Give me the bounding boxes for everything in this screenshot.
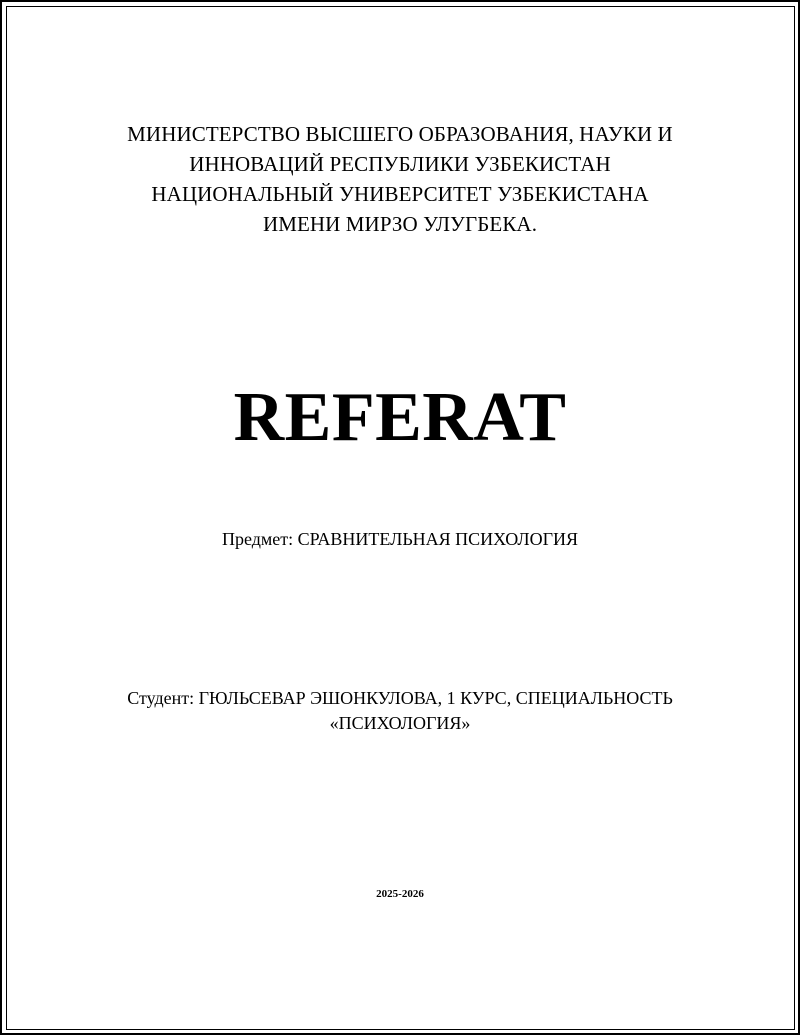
institution-header	[0, 119, 800, 239]
institution-line-3: НАЦИОНАЛЬНЫЙ УНИВЕРСИТЕТ УЗБЕКИСТАНА	[151, 182, 649, 206]
institution-line-1: МИНИСТЕРСТВО ВЫСШЕГО ОБРАЗОВАНИЯ, НАУКИ И	[127, 122, 673, 146]
institution-line-2: ИННОВАЦИЙ РЕСПУБЛИКИ УЗБЕКИСТАН	[189, 152, 611, 176]
subject-line: Предмет: СРАВНИТЕЛЬНАЯ ПСИХОЛОГИЯ	[222, 529, 578, 549]
student-line-1: Студент: ГЮЛЬСЕВАР ЭШОНКУЛОВА, 1 КУРС, СПЕЦИАЛЬНОСТЬ	[127, 688, 673, 708]
student-line-2: «ПСИХОЛОГИЯ»	[329, 713, 471, 733]
institution-line-4: ИМЕНИ МИРЗО УЛУГБЕКА.	[262, 212, 538, 236]
student-info	[0, 686, 800, 736]
academic-year: 2025-2026	[376, 888, 424, 900]
document-title: REFERAT	[233, 379, 567, 456]
